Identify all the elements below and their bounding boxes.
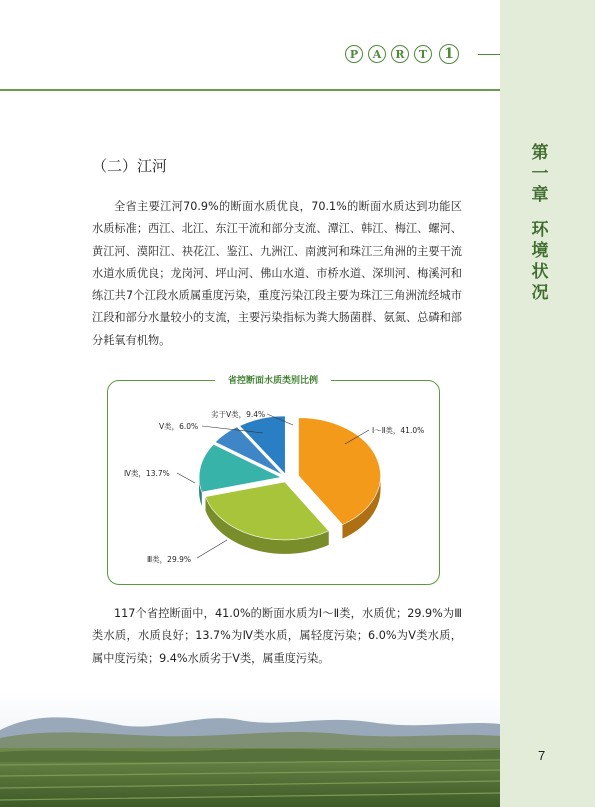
body-paragraph-2: 117个省控断面中，41.0%的断面水质为Ⅰ～Ⅱ类，水质优；29.9%为Ⅲ类水质，水质良好；13.7%为Ⅳ类水质，属轻度污染；6.0%为Ⅴ类水质，属中度污染；9.4%水质劣于Ⅴ类，属重度污染。 <box>92 607 462 665</box>
chapter-gap <box>527 206 553 220</box>
chapter-char: 况 <box>531 283 549 303</box>
part-letter-r: R <box>391 45 409 63</box>
chapter-char: 状 <box>531 262 549 282</box>
section-title: （二）江河 <box>92 157 168 175</box>
pie-chart <box>107 380 440 585</box>
chapter-char: 环 <box>531 220 549 240</box>
pie-slice-label: Ⅰ～Ⅱ类，41.0% <box>372 426 425 435</box>
part-letter-t: T <box>414 45 432 63</box>
chart-title: 省控断面水质类别比例 <box>215 373 331 389</box>
part-badge <box>345 44 459 64</box>
pie-slice-label: Ⅴ类，6.0% <box>159 422 199 431</box>
header-rule <box>0 89 500 91</box>
chapter-char: 章 <box>531 185 549 205</box>
pie-slice-label: 劣于Ⅴ类，9.4% <box>211 410 266 419</box>
part-number: 1 <box>439 44 459 64</box>
page-number: 7 <box>538 748 546 763</box>
chapter-sidebar <box>500 0 595 807</box>
chapter-char: 一 <box>531 164 549 184</box>
chapter-title <box>527 143 553 304</box>
body-paragraph-1: 全省主要江河70.9%的断面水质优良，70.1%的断面水质达到功能区水质标准；西江、北江、东江干流和部分支流、潭江、韩江、梅江、螺河、黄江河、漠阳江、袂花江、鉴江、九洲江、南渡河和珠江三角洲的主要干流水道水质优良；龙岗河、坪山河、佛山水道、市桥水道、深圳河、梅溪河和练江共7个江段水质属重度污染，重度污染江段主要为珠江三角洲流经城市江段和部分水量较小的支流，主要污染指标为粪大肠菌群、氨氮、总磷和部分耗氧有机物。 <box>92 200 462 347</box>
part-letter-a: A <box>368 45 386 63</box>
chapter-char: 境 <box>531 241 549 261</box>
pie-slice-label: Ⅳ类，13.7% <box>124 469 170 478</box>
chapter-char: 第 <box>531 143 549 163</box>
part-tail-line <box>478 54 500 55</box>
pie-leader-line <box>177 473 195 483</box>
part-letter-p: P <box>345 45 363 63</box>
pie-leader-line <box>197 540 227 558</box>
landscape-image <box>0 690 500 807</box>
pie-slice-label: Ⅲ类，29.9% <box>147 555 191 564</box>
